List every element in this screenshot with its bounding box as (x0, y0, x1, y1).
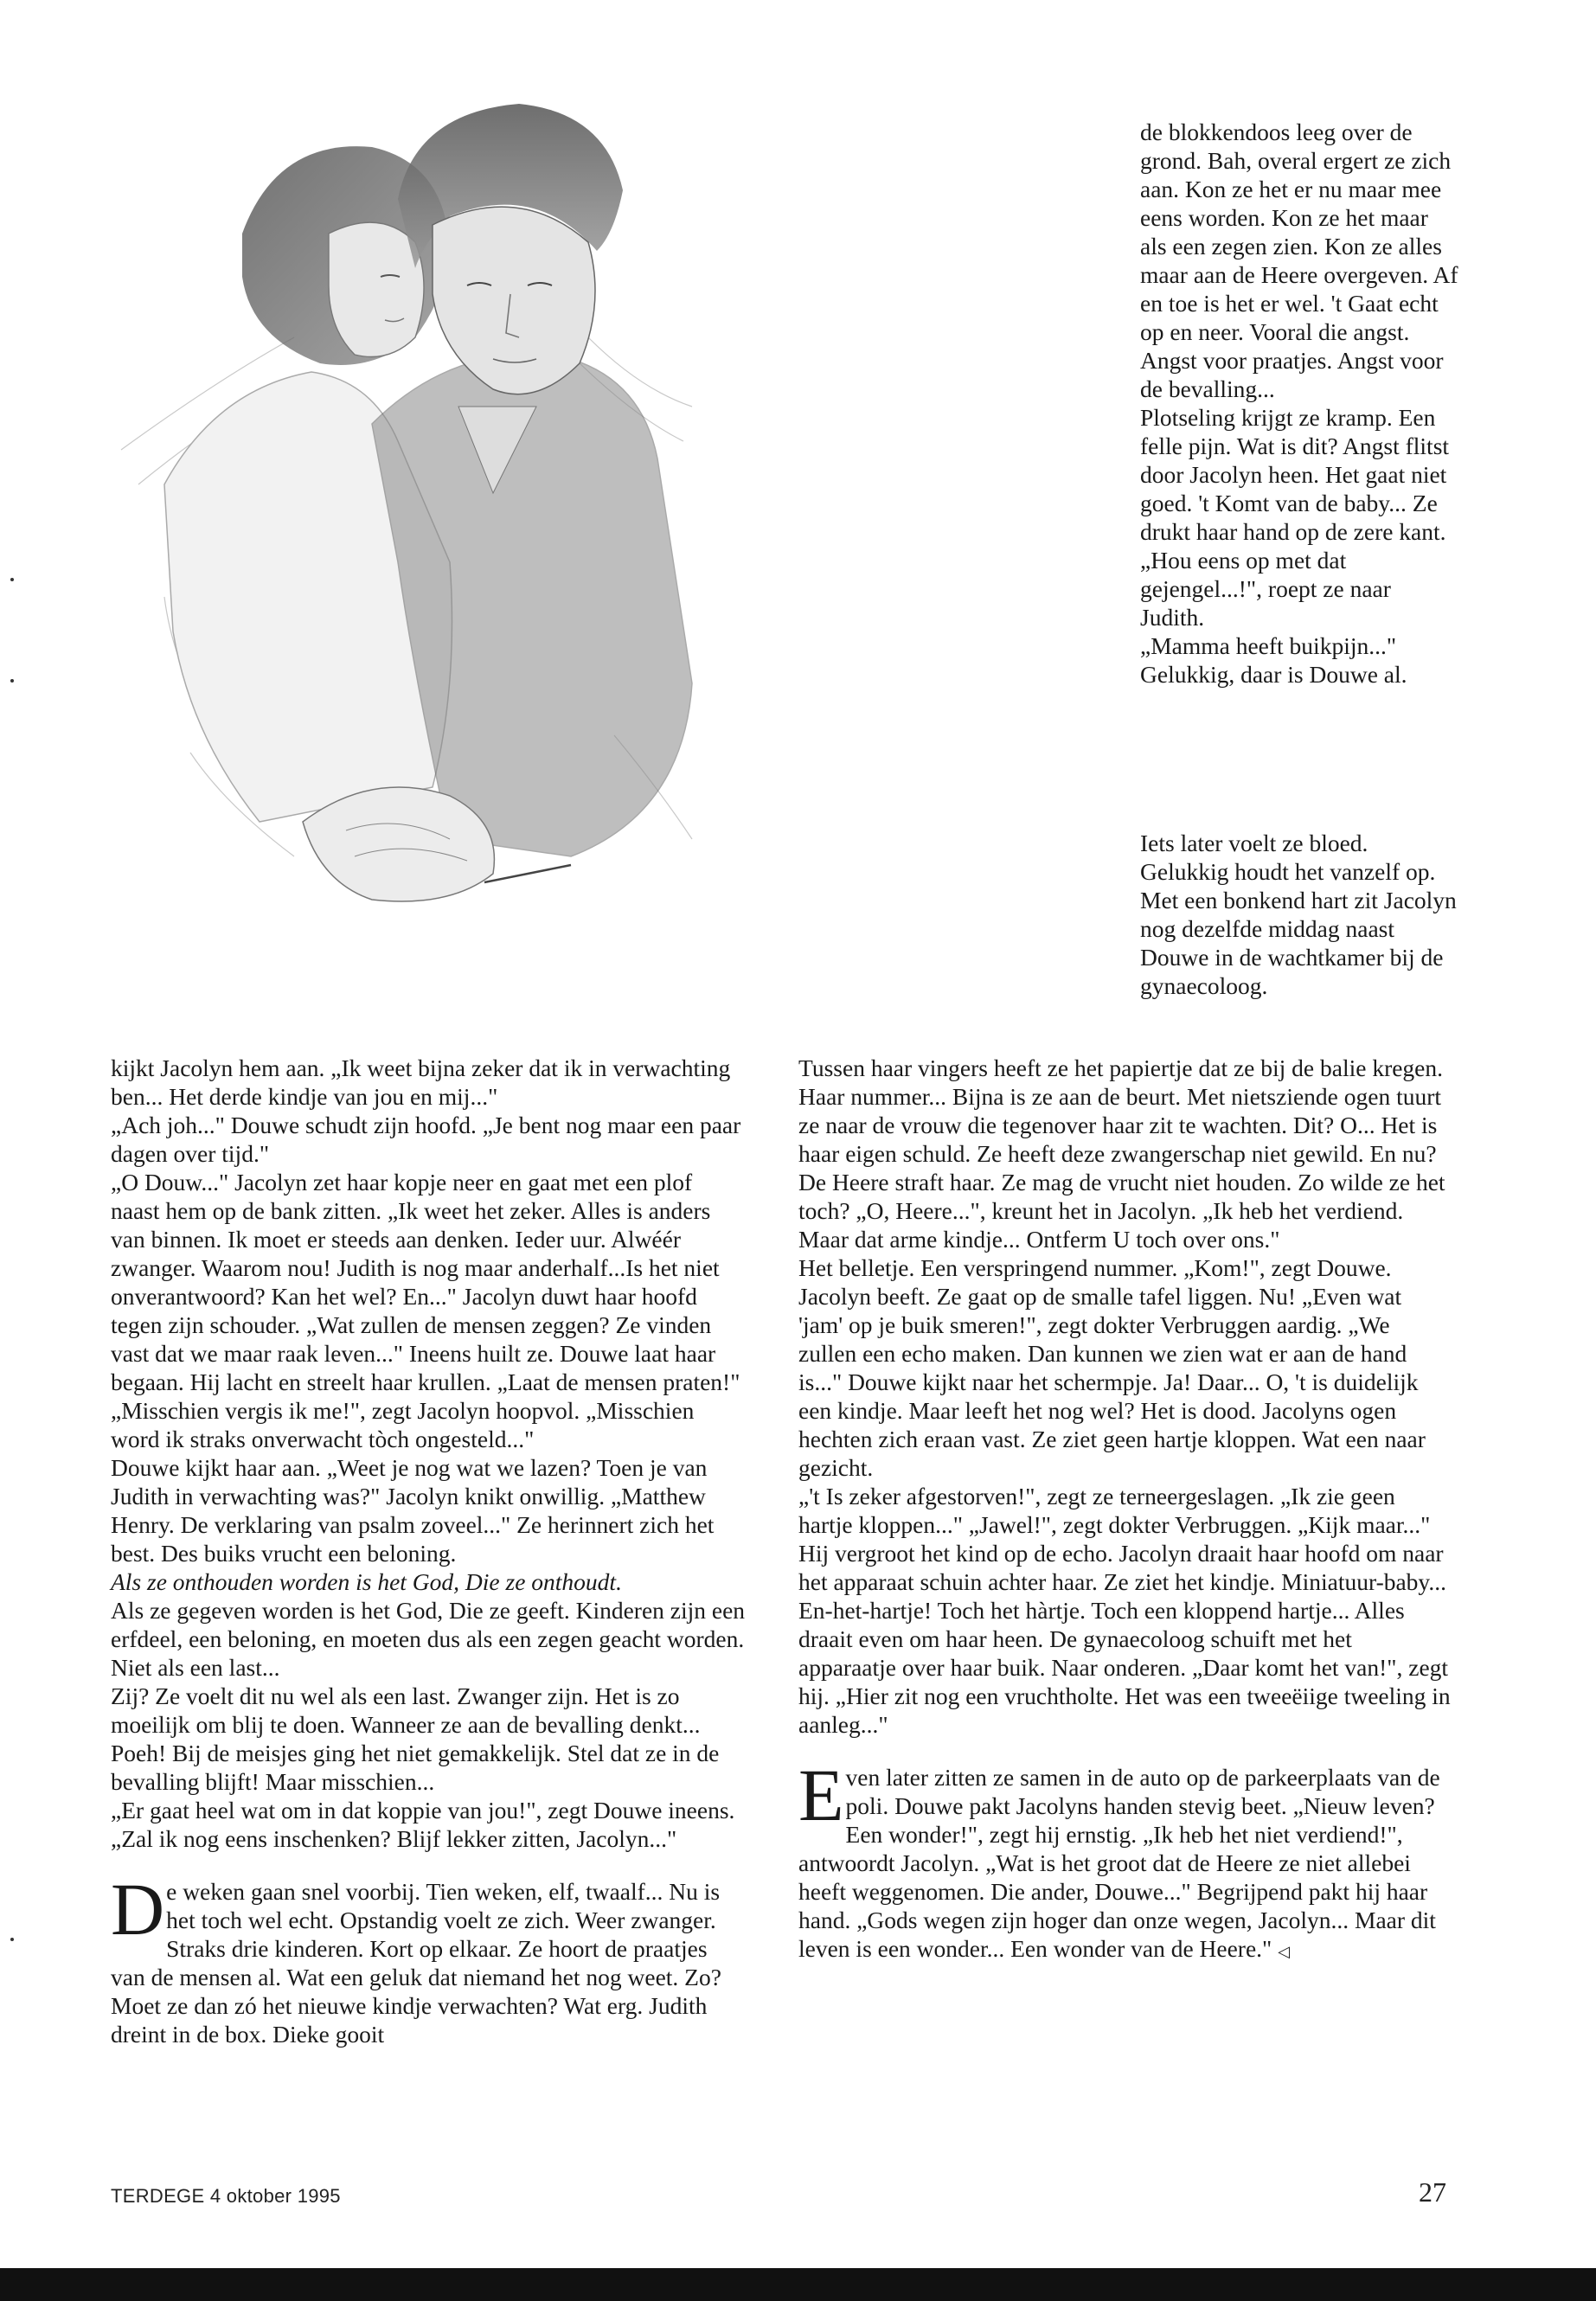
drop-cap: D (111, 1868, 165, 1951)
paragraph: „Mamma heeft buikpijn..." (1140, 632, 1397, 659)
scan-artifact (10, 578, 14, 581)
paragraph: Zij? Ze voelt dit nu wel als een last. Zwanger zijn. Het is zo moeilijk om blij te doen. Wanneer ze aan de bevalling denkt... Poeh! Bij de meisjes ging het niet gemakkelijk. Stel dat ze in de bevalling blijft! Maar misschien... (111, 1682, 720, 1795)
paragraph: kijkt Jacolyn hem aan. „Ik weet bijna zeker dat ik in verwachting ben... Het derde kindje van jou en mij..." (111, 1054, 731, 1110)
column-right-top (1140, 118, 1460, 689)
page-number: 27 (1419, 2176, 1446, 2208)
section-text: ven later zitten ze samen in de auto op de parkeerplaats van de poli. Douwe pakt Jacolyns handen stevig beet. „Nieuw leven? Een wonder!", zegt hij ernstig. „Ik heb het niet verdiend!", antwoordt Jacolyn. „Wat is het groot dat de Heere ze niet allebei heeft weggenomen. Die ander, Douwe..." Begrijpend pakt hij haar hand. „Gods wegen zijn hoger dan onze wegen, Jacolyn... Maar dit leven is een wonder... Een wonder van de Heere." (798, 1764, 1440, 1962)
scan-edge (0, 2268, 1596, 2301)
pencil-drawing-couple-icon (87, 78, 830, 995)
column-right-mid (1140, 829, 1460, 1000)
footer-source: TERDEGE 4 oktober 1995 (111, 2185, 341, 2207)
paragraph: „'t Is zeker afgestorven!", zegt ze terneergeslagen. „Ik zie geen hartje kloppen..." „Jawel!", zegt dokter Verbruggen. „Kijk maar..." Hij vergroot het kind op de echo. Jacolyn draait haar hoofd om naar het apparaat schuin achter haar. Ze ziet het kindje. Miniatuur-baby... En-het-hartje! Toch het hàrtje. Toch een kloppend hartje... Alles draait even om haar heen. De gynaecoloog schuift met het apparaatje over haar buik. Naar onderen. „Daar komt het van!", zegt hij. „Hier zit nog een vruchtholte. Het was een tweeëiige tweeling in aanleg..." (798, 1483, 1451, 1738)
paragraph: Plotseling krijgt ze kramp. Een felle pijn. Wat is dit? Angst flitst door Jacolyn heen. Het gaat niet goed. 't Komt van de baby... Ze drukt haar hand op de zere kant. (1140, 404, 1450, 545)
scan-artifact (10, 1938, 14, 1941)
paragraph: Als ze gegeven worden is het God, Die ze geeft. Kinderen zijn een erfdeel, een beloning, en moeten dus als een zegen geacht worden. Niet als een last... (111, 1597, 746, 1681)
paragraph: „Er gaat heel wat om in dat koppie van jou!", zegt Douwe ineens. „Zal ik nog eens inschenken? Blijf lekker zitten, Jacolyn..." (111, 1797, 735, 1852)
paragraph: Het belletje. Een verspringend nummer. „Kom!", zegt Douwe. Jacolyn beeft. Ze gaat op de smalle tafel liggen. Nu! „Even wat 'jam' op je buik smeren!", zegt dokter Verbruggen aardig. „We zullen een echo maken. Dan kunnen we zien wat er aan de hand is..." Douwe kijkt naar het schermpje. Ja! Daar... O, 't is duidelijk een kindje. Maar leeft het nog wel? Het is dood. Jacolyns ogen hechten zich eraan vast. Ze ziet geen hartje kloppen. Wat een naar gezicht. (798, 1254, 1426, 1481)
drop-cap: E (798, 1753, 844, 1836)
paragraph: Met een bonkend hart zit Jacolyn nog dezelfde middag naast Douwe in de wachtkamer bij de gynaecoloog. (1140, 887, 1457, 999)
paragraph: „Hou eens op met dat gejengel...!", roept ze naar Judith. (1140, 547, 1391, 631)
paragraph: „O Douw..." Jacolyn zet haar kopje neer en gaat met een plof naast hem op de bank zitten. „Ik weet het zeker. Alles is anders van binnen. Ik moet er steeds aan denken. Ieder uur. Alwéér zwanger. Waarom nou! Judith is nog maar anderhalf...Is het niet onverantwoord? Kan het wel? En..." Jacolyn duwt haar hoofd tegen zijn schouder. „Wat zullen de mensen zeggen? Ze vinden vast dat we maar raak leven..." Ineens huilt ze. Douwe laat haar begaan. Hij lacht en streelt haar krullen. „Laat de mensen praten!" (111, 1169, 740, 1395)
section-paragraph (798, 1753, 1452, 1966)
section-paragraph (111, 1868, 747, 2048)
paragraph: de blokkendoos leeg over de grond. Bah, overal ergert ze zich aan. Kon ze het er nu maar mee eens worden. Kon ze het maar als een zegen zien. Kon ze alles maar aan de Heere overgeven. Af en toe is het er wel. 't Gaat echt op en neer. Vooral die angst. Angst voor praatjes. Angst voor de bevalling... (1140, 119, 1458, 402)
paragraph: Tussen haar vingers heeft ze het papiertje dat ze bij de balie kregen. Haar nummer... Bijna is ze aan de beurt. Met nietsziende ogen tuurt ze naar de vrouw die tegenover haar zit te wachten. Dit? O... Het is haar eigen schuld. Ze heeft deze zwangerschap niet gewild. En nu? De Heere straft haar. Ze mag de vrucht niet houden. Zo wilde ze het toch? „O, Heere...", kreunt het in Jacolyn. „Ik heb het verdiend. Maar dat arme kindje... Ontferm U toch over ons." (798, 1054, 1445, 1253)
section-text: e weken gaan snel voorbij. Tien weken, elf, twaalf... Nu is het toch wel echt. Opstandig voelt ze zich. Weer zwanger. Straks drie kinderen. Kort op elkaar. Ze hoort de praatjes van de mensen al. Wat een geluk dat niemand het nog weet. Zo? Moet ze dan zó het nieuwe kindje verwachten? Wat erg. Judith dreint in de box. Dieke gooit (111, 1878, 721, 2048)
paragraph: Gelukkig, daar is Douwe al. (1140, 661, 1407, 688)
paragraph: „Misschien vergis ik me!", zegt Jacolyn hoopvol. „Misschien word ik straks onverwacht tòch ongesteld..." (111, 1397, 695, 1452)
column-left (111, 1054, 747, 2048)
paragraph-italic (111, 1567, 747, 1596)
paragraph: „Ach joh..." Douwe schudt zijn hoofd. „Je bent nog maar een paar dagen over tijd." (111, 1112, 741, 1167)
scan-artifact (10, 679, 14, 683)
end-mark-icon: ◁ (1278, 1943, 1290, 1960)
column-middle (798, 1054, 1452, 1966)
paragraph: Iets later voelt ze bloed. Gelukkig houdt het vanzelf op. (1140, 830, 1436, 885)
quote-italic: Als ze onthouden worden is het God, Die ze onthoudt. (111, 1568, 622, 1595)
paragraph: Douwe kijkt haar aan. „Weet je nog wat we lazen? Toen je van Judith in verwachting was?" Jacolyn knikt onwillig. „Matthew Henry. De verklaring van psalm zoveel..." Ze herinnert zich het best. Des buiks vrucht een beloning. (111, 1454, 715, 1567)
